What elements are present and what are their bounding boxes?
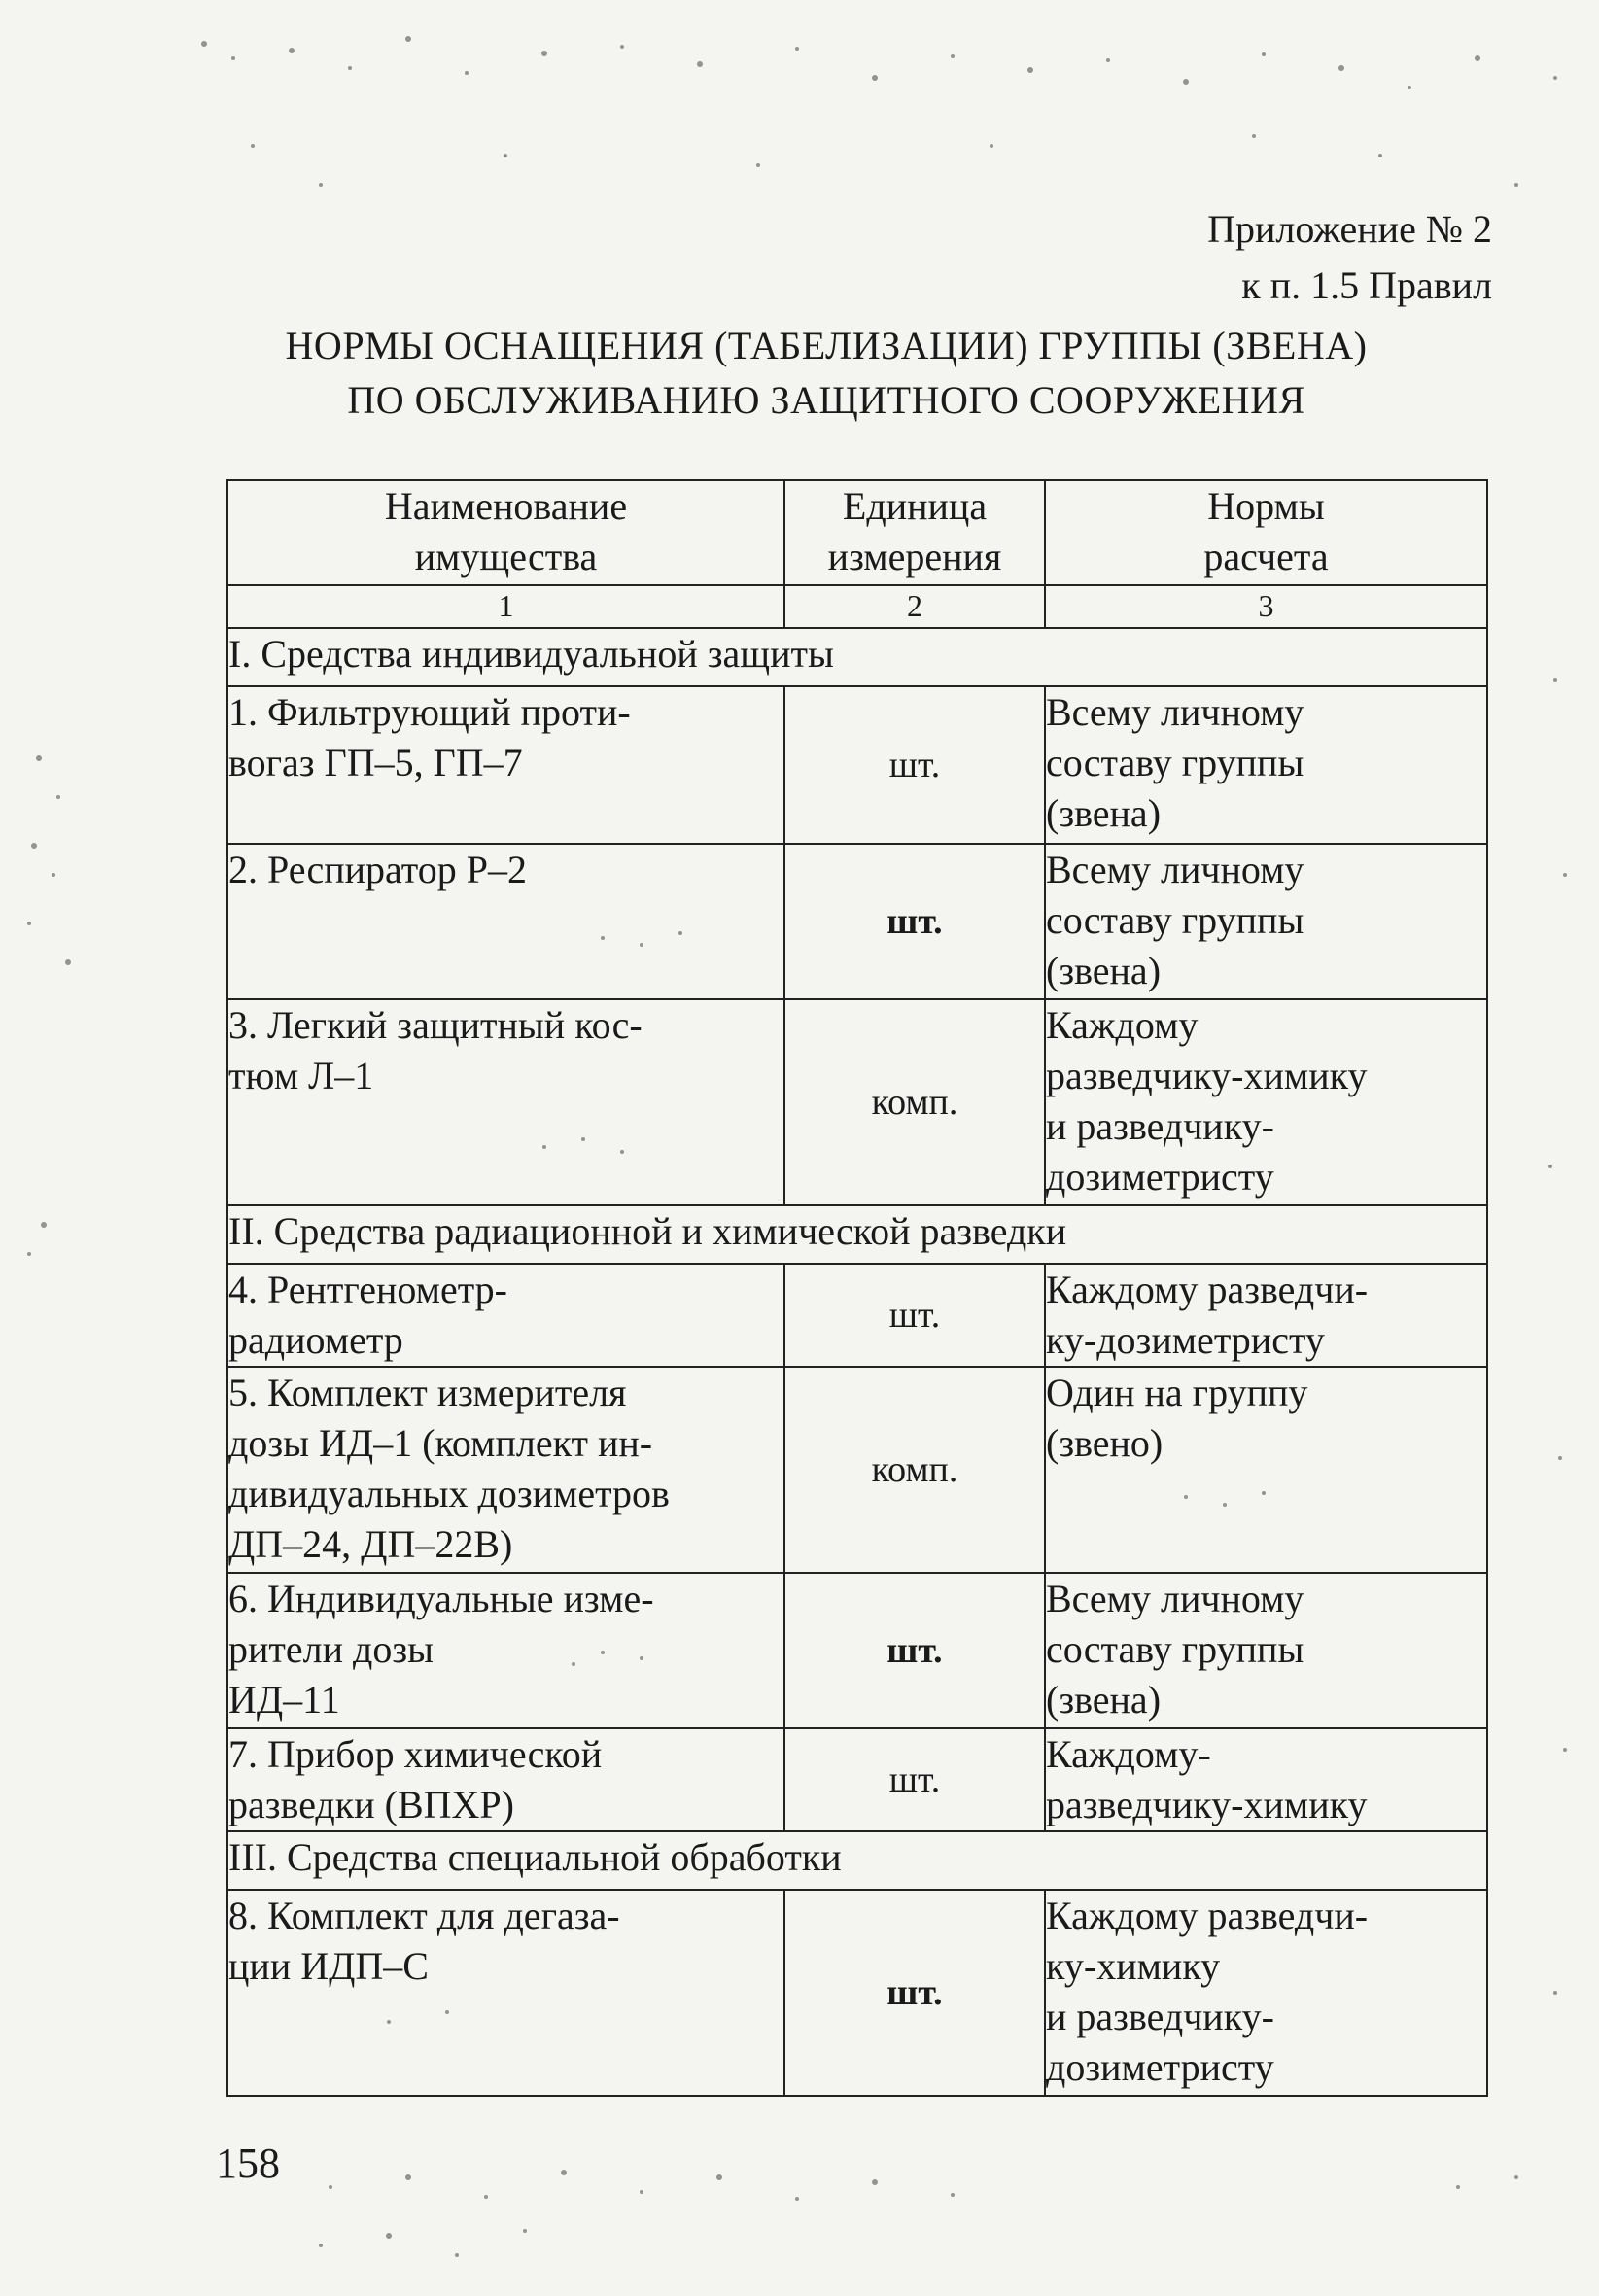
item-name [227, 1890, 784, 2096]
item-norm-line: составу группы [1046, 898, 1304, 942]
item-name-line: 6. Индивидуальные изме- [228, 1577, 654, 1620]
item-unit: комп. [784, 999, 1045, 1205]
table-row [227, 686, 1487, 844]
table-row [227, 1367, 1487, 1573]
item-unit: шт. [784, 844, 1045, 999]
table-header-row [227, 480, 1487, 585]
item-name-line: дозы ИД–1 (комплект ин- [228, 1421, 653, 1465]
item-norm-line: и разведчику- [1046, 1995, 1274, 2038]
item-unit: комп. [784, 1367, 1045, 1573]
item-norm-line: Каждому [1046, 1003, 1199, 1047]
header-text: Наименование [384, 484, 628, 528]
table-row [227, 999, 1487, 1205]
page-number: 158 [216, 2139, 280, 2187]
item-norm-line: дозиметристу [1046, 2045, 1274, 2089]
item-name-line: радиометр [228, 1318, 403, 1362]
item-norm-line: (звена) [1046, 1678, 1162, 1722]
item-name-line: ции ИДП–С [228, 1944, 429, 1988]
header-text: Единица [842, 484, 988, 528]
item-name [227, 1367, 784, 1573]
item-name [227, 1728, 784, 1831]
item-name-line: вогаз ГП–5, ГП–7 [228, 741, 523, 784]
item-norm-line: разведчику-химику [1046, 1054, 1368, 1097]
item-name [227, 844, 784, 999]
item-norm [1045, 1367, 1487, 1573]
column-number: 1 [227, 585, 784, 628]
item-name [227, 1573, 784, 1728]
item-name-line: разведки (ВПХР) [228, 1783, 514, 1826]
header-item-name [227, 480, 784, 585]
item-name-line: 1. Фильтрующий проти- [228, 690, 631, 734]
item-norm-line: и разведчику- [1046, 1104, 1274, 1148]
item-norm-line: (звено) [1046, 1421, 1164, 1465]
item-name [227, 1264, 784, 1367]
item-norm-line: Каждому разведчи- [1046, 1268, 1369, 1311]
header-text: имущества [414, 535, 598, 578]
table-row [227, 1264, 1487, 1367]
item-name-line: тюм Л–1 [228, 1054, 374, 1097]
section-title: I. Средства индивидуальной защиты [227, 628, 1487, 686]
item-norm [1045, 1890, 1487, 2096]
item-name-line: 2. Респиратор Р–2 [228, 848, 527, 891]
item-unit: шт. [784, 686, 1045, 844]
item-norm-line: Каждому разведчи- [1046, 1894, 1369, 1937]
item-name-line: 8. Комплект для дегаза- [228, 1894, 620, 1937]
equipment-norms-table [226, 479, 1488, 2097]
item-norm [1045, 844, 1487, 999]
item-norm-line: (звена) [1046, 791, 1162, 835]
column-number: 3 [1045, 585, 1487, 628]
table-row [227, 1728, 1487, 1831]
item-norm [1045, 999, 1487, 1205]
item-norm [1045, 1264, 1487, 1367]
section-row [227, 1831, 1487, 1890]
item-name [227, 686, 784, 844]
appendix-reference: к п. 1.5 Правил [1241, 263, 1492, 307]
header-text: Нормы [1207, 484, 1325, 528]
header-text: измерения [827, 535, 1002, 578]
document-title-line-1: НОРМЫ ОСНАЩЕНИЯ (ТАБЕЛИЗАЦИИ) ГРУППЫ (ЗВЕНА) [285, 324, 1368, 367]
document-title-line-2: ПО ОБСЛУЖИВАНИЮ ЗАЩИТНОГО СООРУЖЕНИЯ [347, 378, 1305, 422]
item-norm-line: (звена) [1046, 949, 1162, 992]
item-unit: шт. [784, 1890, 1045, 2096]
table-row [227, 1890, 1487, 2096]
appendix-number: Приложение № 2 [1207, 207, 1492, 251]
table-row [227, 1573, 1487, 1728]
item-name-line: дивидуальных дозиметров [228, 1472, 670, 1515]
item-name-line: ИД–11 [228, 1678, 340, 1722]
item-name-line: 4. Рентгенометр- [228, 1268, 507, 1311]
section-row [227, 628, 1487, 686]
table-row [227, 844, 1487, 999]
item-norm-line: Каждому- [1046, 1732, 1211, 1776]
item-name-line: 5. Комплект измерителя [228, 1371, 627, 1414]
item-norm [1045, 1573, 1487, 1728]
item-name [227, 999, 784, 1205]
item-norm-line: составу группы [1046, 741, 1304, 784]
item-norm [1045, 686, 1487, 844]
header-norm [1045, 480, 1487, 585]
item-name-line: 3. Легкий защитный кос- [228, 1003, 643, 1047]
item-unit: шт. [784, 1728, 1045, 1831]
item-norm-line: Всему личному [1046, 1577, 1304, 1620]
item-norm-line: Всему личному [1046, 848, 1304, 891]
item-norm-line: ку-химику [1046, 1944, 1221, 1988]
item-norm-line: Один на группу [1046, 1371, 1308, 1414]
column-number: 2 [784, 585, 1045, 628]
section-row [227, 1205, 1487, 1264]
item-unit: шт. [784, 1264, 1045, 1367]
header-text: расчета [1203, 535, 1329, 578]
item-norm-line: дозиметристу [1046, 1155, 1274, 1199]
item-norm [1045, 1728, 1487, 1831]
item-unit: шт. [784, 1573, 1045, 1728]
item-norm-line: ку-дозиметристу [1046, 1318, 1325, 1362]
item-norm-line: разведчику-химику [1046, 1783, 1368, 1826]
item-name-line: 7. Прибор химической [228, 1732, 603, 1776]
item-name-line: ДП–24, ДП–22В) [228, 1522, 513, 1566]
section-title: III. Средства специальной обработки [227, 1831, 1487, 1890]
item-name-line: рители дозы [228, 1627, 435, 1671]
section-title: II. Средства радиационной и химической разведки [227, 1205, 1487, 1264]
item-norm-line: Всему личному [1046, 690, 1304, 734]
column-number-row [227, 585, 1487, 628]
item-norm-line: составу группы [1046, 1627, 1304, 1671]
header-unit [784, 480, 1045, 585]
